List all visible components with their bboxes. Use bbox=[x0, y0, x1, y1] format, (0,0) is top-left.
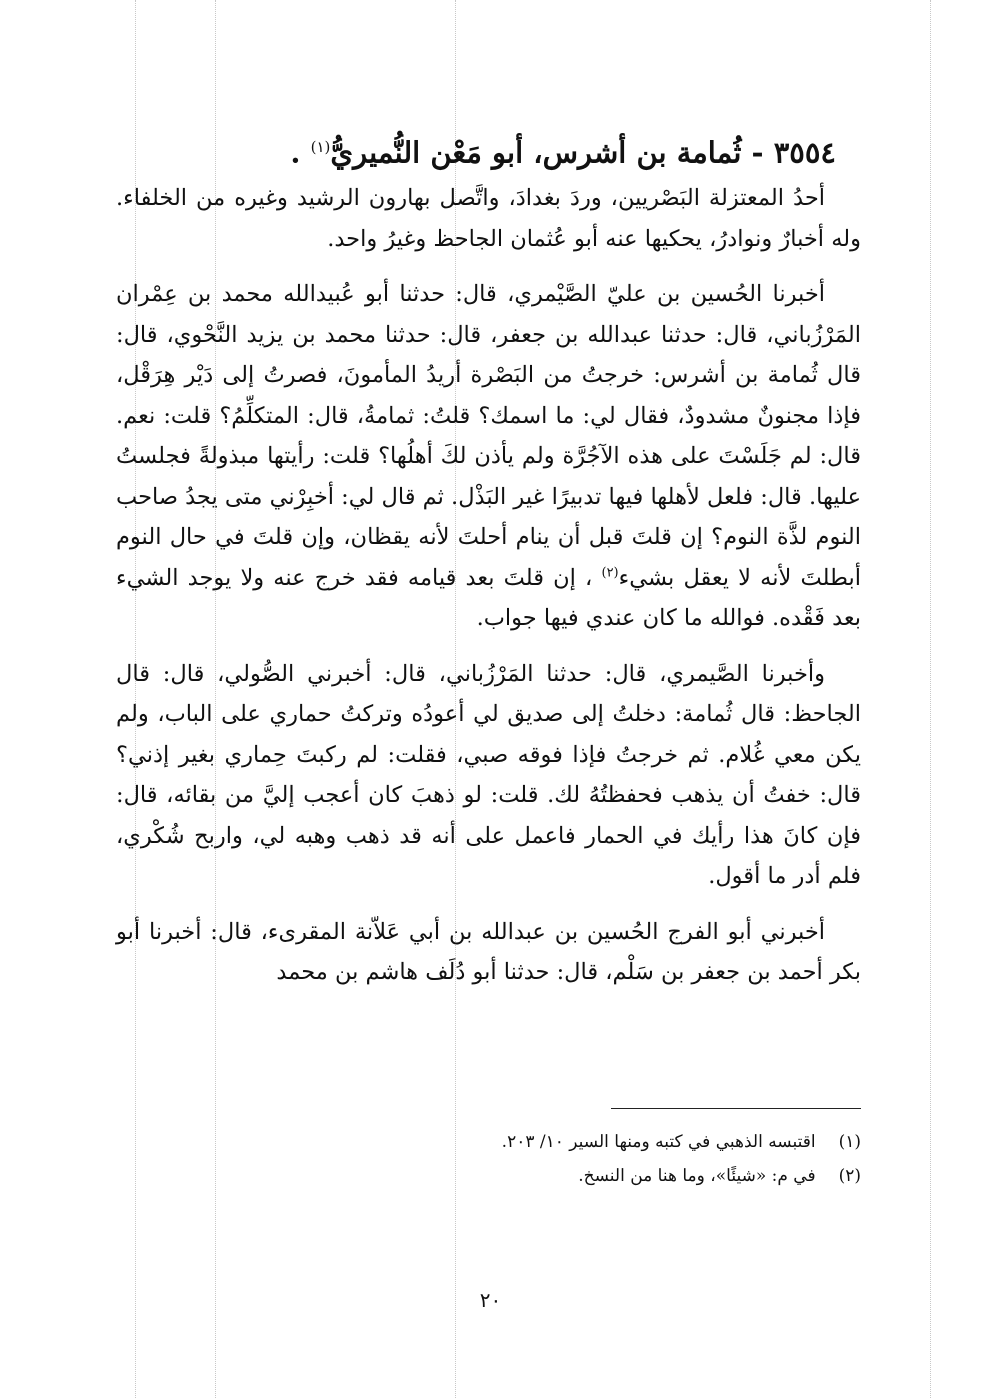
footnote-divider bbox=[611, 1108, 861, 1109]
paragraph-text-after-note: ، إن قلتَ بعد قيامه فقد خرج عنه ولا يوجد الشيء بعد فَقْده. فوالله ما كان عندي فيها جواب. bbox=[116, 564, 861, 631]
inline-footnote-ref: (٢) bbox=[601, 565, 619, 580]
footnote-text: في م: «شيئًا»، وما هنا من النسخ. bbox=[578, 1166, 816, 1186]
paragraph-text-before-note: أخبرنا الحُسين بن عليّ الصَّيْمري، قال: حدثنا أبو عُبيدالله محمد بن عِمْران المَرْزُباني، قال: حدثنا عبدالله بن جعفر، قال: حدثنا محمد بن يزيد النَّحْوي، قال: قال ثُمامة بن أشرس: خرجتُ من البَصْرة أريدُ المأمونَ، فصرتُ إلى دَيْر هِرَقْل، فإذا مجنونٌ مشدودٌ، فقال لي: ما اسمك؟ قلتُ: ثمامةُ، قال: المتكلِّمُ؟ قلت: نعم. قال: لم جَلَسْتَ على هذه الآجُرَّة ولم يأذن لكَ أهلُها؟ قلت: رأيتها مبذولةً فجلستُ عليها. قال: فلعل لأهلها فيها تدبيرًا غير البَذْل. ثم قال لي: أخبِرْني متى يجدُ صاحب النوم لذَّة النوم؟ إن قلتَ قبل أن ينام أحلتَ لأنه يقظان، وإن قلتَ في حال النوم أبطلتَ لأنه لا يعقل بشيء bbox=[116, 281, 861, 591]
footnotes bbox=[116, 1125, 861, 1193]
scan-artifact-line bbox=[930, 0, 931, 1398]
footnote-item bbox=[116, 1125, 861, 1159]
title-trailing-dot: . bbox=[290, 136, 311, 171]
entry-title bbox=[140, 127, 836, 173]
paragraph-intro: أحدُ المعتزلة البَصْريين، وردَ بغدادَ، واتَّصل بهارون الرشيد وغيره من الخلفاء. وله أخبارٌ ونوادرُ، يحكيها عنه أبو عُثمان الجاحظ وغيرُ واحد. bbox=[116, 185, 861, 252]
body-text bbox=[116, 178, 861, 1008]
paragraph-donkey-story: وأخبرنا الصَّيمري، قال: حدثنا المَرْزُباني، قال: أخبرني الصُّولي، قال: قال الجاحظ: قال ثُمامة: دخلتُ إلى صديق لي أعودُه وتركتُ حماري على الباب، ولم يكن معي غُلام. ثم خرجتُ فإذا فوقه صبي، فقلت: لم ركبتَ حِماري بغير إذني؟ قال: خفتُ أن يذهب فحفظتُهُ لك. قلت: لو ذهبَ كان أعجب إليَّ من بقائه، قال: فإن كانَ هذا رأيك في الحمار فاعمل على أنه قد ذهب وهبه لي، واربح شُكْري، فلم أدر ما أقول. bbox=[116, 660, 861, 889]
paragraph-isnad: أخبرني أبو الفرج الحُسين بن عبدالله بن أبي عَلاّنة المقرىء، قال: أخبرنا أبو بكر أحمد بن جعفر بن سَلْم، قال: حدثنا أبو دُلَف هاشم بن محمد bbox=[116, 918, 861, 985]
paragraph-mad-man-story bbox=[116, 274, 861, 639]
entry-title-text: ٣٥٥٤ - ثُمامة بن أشرس، أبو مَعْن النُّميريُّ bbox=[330, 136, 836, 171]
page-number: ٢٠ bbox=[479, 1288, 502, 1312]
footnote-number: (٢) bbox=[838, 1166, 861, 1186]
footnote-number: (١) bbox=[838, 1132, 861, 1152]
footnote-text: اقتبسه الذهبي في كتبه ومنها السير ١٠/ ٢٠٣. bbox=[501, 1132, 816, 1152]
title-footnote-ref: (١) bbox=[310, 138, 331, 157]
footnote-item bbox=[116, 1159, 861, 1193]
